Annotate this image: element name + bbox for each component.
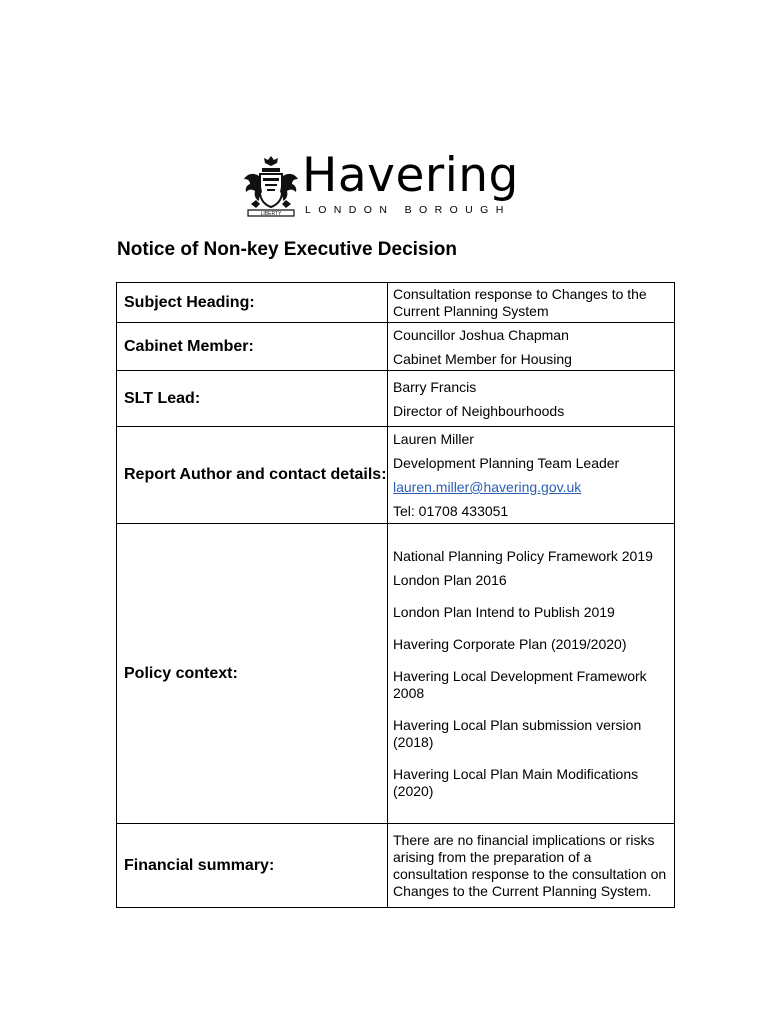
policy-item: London Plan 2016 <box>393 572 507 588</box>
slt-lead-value <box>388 371 675 427</box>
table-row-financial <box>117 824 675 908</box>
page-title: Notice of Non-key Executive Decision <box>117 239 457 260</box>
author-name: Lauren Miller <box>393 431 474 447</box>
subject-text: Consultation response to Changes to the Current Planning System <box>393 286 647 319</box>
table-row-slt <box>117 371 675 427</box>
financial-summary-value <box>388 824 675 908</box>
cabinet-member-role: Cabinet Member for Housing <box>393 350 572 367</box>
havering-wordmark: Havering <box>302 148 519 203</box>
policy-item: Havering Local Development Framework 2008 <box>393 668 647 701</box>
decision-table <box>116 282 675 908</box>
havering-logo <box>242 148 532 218</box>
policy-item: National Planning Policy Framework 2019 <box>393 548 653 564</box>
slt-lead-name: Barry Francis <box>393 378 477 395</box>
financial-summary-label: Financial summary: <box>117 824 388 908</box>
policy-item: Havering Local Plan submission version (2018) <box>393 717 642 750</box>
slt-lead-role: Director of Neighbourhoods <box>393 402 565 419</box>
cabinet-member-label: Cabinet Member: <box>117 323 388 371</box>
subject-heading-value <box>388 283 675 323</box>
table-row-cabinet <box>117 323 675 371</box>
policy-item: Havering Corporate Plan (2019/2020) <box>393 636 627 652</box>
table-row-policy <box>117 524 675 824</box>
policy-context-value <box>388 524 675 824</box>
policy-item: London Plan Intend to Publish 2019 <box>393 604 615 620</box>
author-phone: Tel: 01708 433051 <box>393 503 509 519</box>
author-role: Development Planning Team Leader <box>393 455 620 471</box>
table-row-author <box>117 427 675 524</box>
report-author-label: Report Author and contact details: <box>117 427 388 524</box>
table-row-subject <box>117 283 675 323</box>
author-email-link[interactable]: lauren.miller@havering.gov.uk <box>393 479 582 495</box>
policy-item: Havering Local Plan Main Modifications (2020) <box>393 766 639 799</box>
crest-motto: LIBERTY <box>260 211 282 217</box>
havering-crest-icon <box>242 154 300 218</box>
cabinet-member-name: Councillor Joshua Chapman <box>393 326 569 343</box>
financial-summary-text: There are no financial implications or risks arising from the preparation of a consultation response to the consultation on Changes to the Current Planning System. <box>393 832 667 899</box>
subject-heading-label: Subject Heading: <box>117 283 388 323</box>
cabinet-member-value <box>388 323 675 371</box>
london-borough-subtitle: LONDON BOROUGH <box>305 204 511 216</box>
report-author-value <box>388 427 675 524</box>
slt-lead-label: SLT Lead: <box>117 371 388 427</box>
policy-context-label: Policy context: <box>117 524 388 824</box>
